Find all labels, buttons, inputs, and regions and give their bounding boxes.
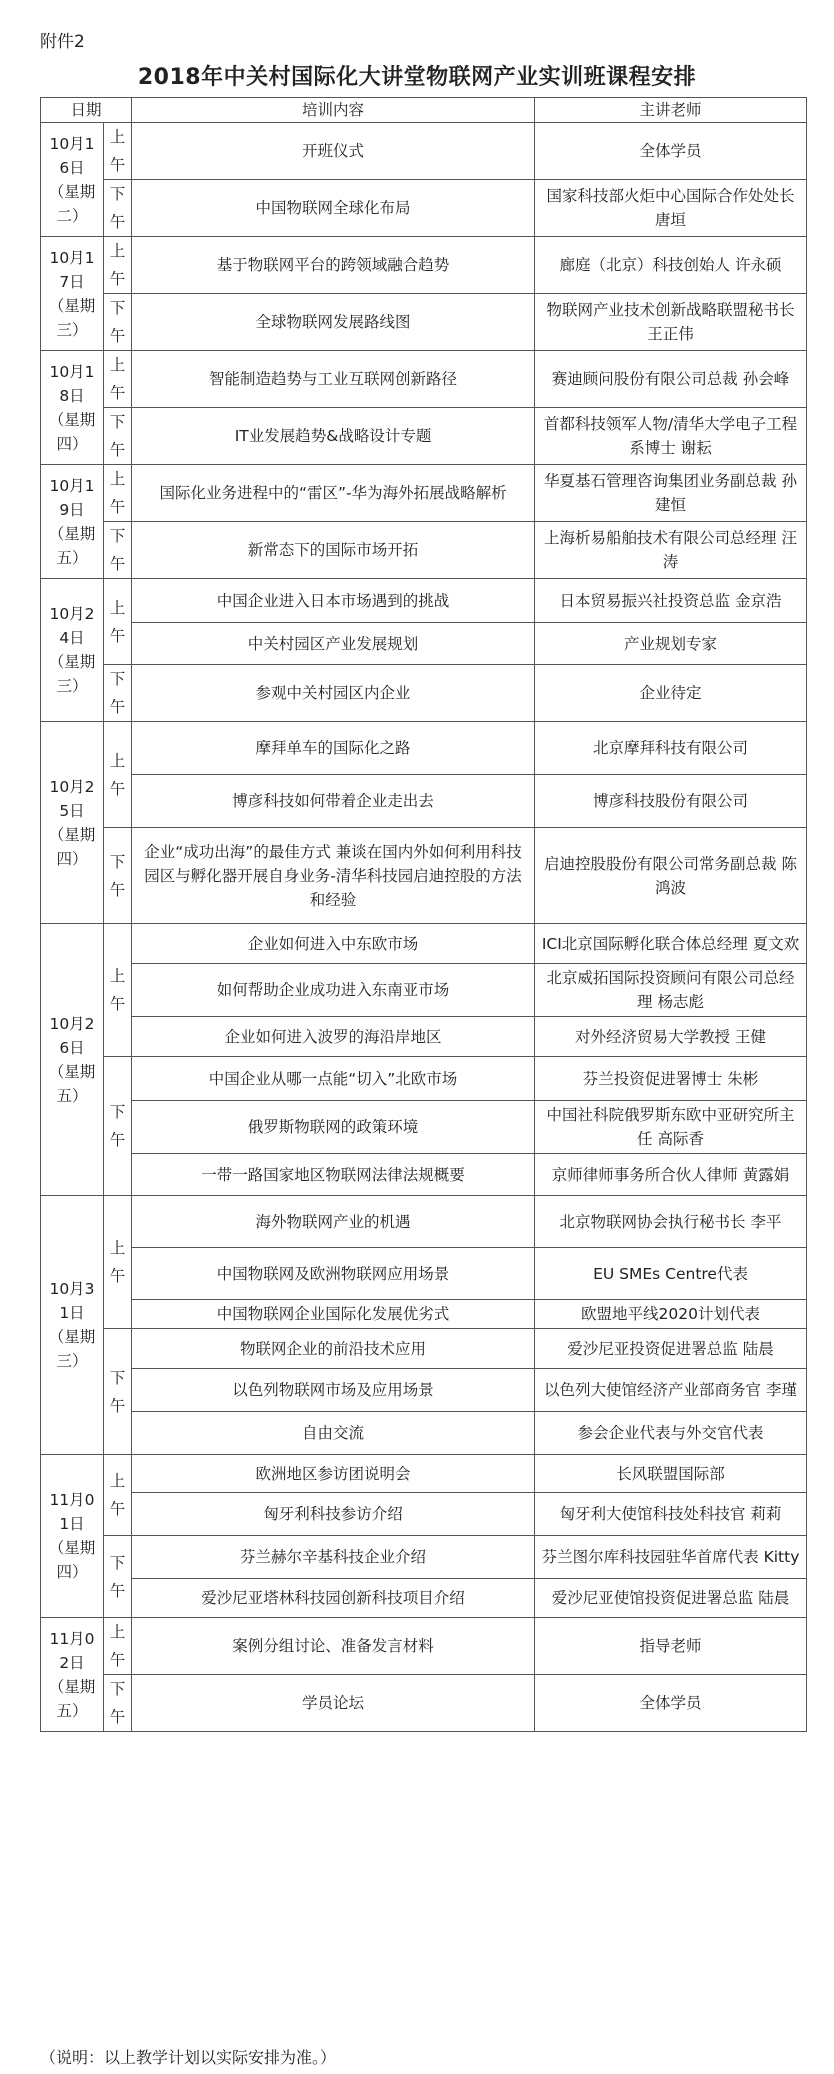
course-content: 中国企业从哪一点能“切入”北欧市场 (132, 1057, 535, 1101)
table-row (41, 1300, 807, 1329)
course-content: 芬兰赫尔辛基科技企业介绍 (132, 1536, 535, 1579)
course-teacher: 上海析易船舶技术有限公司总经理 汪涛 (535, 522, 807, 579)
course-teacher: 对外经济贸易大学教授 王健 (535, 1017, 807, 1057)
course-content: 欧洲地区参访团说明会 (132, 1455, 535, 1493)
course-teacher: EU SMEs Centre代表 (535, 1248, 807, 1300)
table-row (41, 722, 807, 775)
course-teacher: 廊庭（北京）科技创始人 许永硕 (535, 237, 807, 294)
course-content: 中国物联网全球化布局 (132, 180, 535, 237)
table-row (41, 1579, 807, 1618)
course-content: 中关村园区产业发展规划 (132, 623, 535, 665)
course-teacher: 芬兰图尔库科技园驻华首席代表 Kitty (535, 1536, 807, 1579)
period-cell: 下午 (104, 1329, 132, 1455)
course-content: 匈牙利科技参访介绍 (132, 1493, 535, 1536)
table-row (41, 1154, 807, 1196)
course-teacher: 北京威拓国际投资顾问有限公司总经理 杨志彪 (535, 964, 807, 1017)
table-row (41, 180, 807, 237)
date-cell: 10月25日（星期四） (41, 722, 104, 924)
course-teacher: 爱沙尼亚使馆投资促进署总监 陆晨 (535, 1579, 807, 1618)
table-row (41, 1196, 807, 1248)
date-cell: 10月24日（星期三） (41, 579, 104, 722)
course-teacher: 芬兰投资促进署博士 朱彬 (535, 1057, 807, 1101)
course-teacher: 日本贸易振兴社投资总监 金京浩 (535, 579, 807, 623)
date-cell: 10月17日（星期三） (41, 237, 104, 351)
period-cell: 下午 (104, 522, 132, 579)
period-cell: 下午 (104, 408, 132, 465)
course-teacher: 华夏基石管理咨询集团业务副总裁 孙建恒 (535, 465, 807, 522)
period-cell: 下午 (104, 1675, 132, 1732)
page-title: 2018年中关村国际化大讲堂物联网产业实训班课程安排 (137, 65, 697, 90)
table-row (41, 828, 807, 924)
table-row (41, 1412, 807, 1455)
course-teacher: 赛迪顾问股份有限公司总裁 孙会峰 (535, 351, 807, 408)
date-cell: 10月26日（星期五） (41, 924, 104, 1196)
period-cell: 上午 (104, 465, 132, 522)
course-content: 如何帮助企业成功进入东南亚市场 (132, 964, 535, 1017)
course-content: 摩拜单车的国际化之路 (132, 722, 535, 775)
table-row (41, 775, 807, 828)
course-teacher: 欧盟地平线2020计划代表 (535, 1300, 807, 1329)
period-cell: 上午 (104, 1196, 132, 1329)
table-row (41, 123, 807, 180)
course-teacher: 企业待定 (535, 665, 807, 722)
course-content: 国际化业务进程中的“雷区”-华为海外拓展战略解析 (132, 465, 535, 522)
course-content: 智能制造趋势与工业互联网创新路径 (132, 351, 535, 408)
header-date: 日期 (41, 98, 132, 123)
table-row (41, 1493, 807, 1536)
course-content: 博彦科技如何带着企业走出去 (132, 775, 535, 828)
period-cell: 下午 (104, 180, 132, 237)
course-content: 物联网企业的前沿技术应用 (132, 1329, 535, 1369)
course-teacher: 北京摩拜科技有限公司 (535, 722, 807, 775)
table-row (41, 1455, 807, 1493)
course-teacher: 全体学员 (535, 1675, 807, 1732)
course-content: 参观中关村园区内企业 (132, 665, 535, 722)
course-teacher: 首都科技领军人物/清华大学电子工程系博士 谢耘 (535, 408, 807, 465)
table-row (41, 1618, 807, 1675)
table-row (41, 1101, 807, 1154)
period-cell: 上午 (104, 351, 132, 408)
period-cell: 下午 (104, 828, 132, 924)
table-row (41, 408, 807, 465)
table-row (41, 924, 807, 964)
course-teacher: 北京物联网协会执行秘书长 李平 (535, 1196, 807, 1248)
table-row (41, 623, 807, 665)
table-row (41, 964, 807, 1017)
schedule-table (40, 97, 807, 1732)
course-content: 企业“成功出海”的最佳方式 兼谈在国内外如何利用科技园区与孵化器开展自身业务-清华科技园启迪控股的方法和经验 (132, 828, 535, 924)
period-cell: 上午 (104, 579, 132, 665)
course-teacher: 启迪控股股份有限公司常务副总裁 陈鸿波 (535, 828, 807, 924)
course-content: 一带一路国家地区物联网法律法规概要 (132, 1154, 535, 1196)
period-cell: 上午 (104, 1455, 132, 1536)
date-cell: 10月16日（星期二） (41, 123, 104, 237)
course-content: 中国企业进入日本市场遇到的挑战 (132, 579, 535, 623)
period-cell: 上午 (104, 237, 132, 294)
course-teacher: 参会企业代表与外交官代表 (535, 1412, 807, 1455)
course-content: 爱沙尼亚塔林科技园创新科技项目介绍 (132, 1579, 535, 1618)
table-row (41, 1536, 807, 1579)
date-cell: 10月31日（星期三） (41, 1196, 104, 1455)
date-cell: 10月19日（星期五） (41, 465, 104, 579)
course-content: 学员论坛 (132, 1675, 535, 1732)
course-content: 新常态下的国际市场开拓 (132, 522, 535, 579)
table-row (41, 237, 807, 294)
course-content: 以色列物联网市场及应用场景 (132, 1369, 535, 1412)
course-teacher: 以色列大使馆经济产业部商务官 李瑾 (535, 1369, 807, 1412)
period-cell: 下午 (104, 1057, 132, 1196)
course-teacher: 京师律师事务所合伙人律师 黄露娟 (535, 1154, 807, 1196)
course-content: 中国物联网企业国际化发展优劣式 (132, 1300, 535, 1329)
date-cell: 11月02日（星期五） (41, 1618, 104, 1732)
course-teacher: 国家科技部火炬中心国际合作处处长 唐垣 (535, 180, 807, 237)
table-row (41, 1675, 807, 1732)
attachment-label: 附件2 (40, 32, 85, 52)
table-row (41, 1369, 807, 1412)
table-row (41, 1017, 807, 1057)
course-teacher: 长风联盟国际部 (535, 1455, 807, 1493)
course-teacher: 博彦科技股份有限公司 (535, 775, 807, 828)
period-cell: 上午 (104, 1618, 132, 1675)
period-cell: 下午 (104, 665, 132, 722)
course-content: 自由交流 (132, 1412, 535, 1455)
course-content: IT业发展趋势&战略设计专题 (132, 408, 535, 465)
period-cell: 上午 (104, 722, 132, 828)
table-row (41, 351, 807, 408)
period-cell: 下午 (104, 294, 132, 351)
course-content: 海外物联网产业的机遇 (132, 1196, 535, 1248)
course-content: 案例分组讨论、准备发言材料 (132, 1618, 535, 1675)
course-teacher: 全体学员 (535, 123, 807, 180)
header-content: 培训内容 (132, 98, 535, 123)
table-row (41, 1057, 807, 1101)
table-row (41, 294, 807, 351)
table-row (41, 465, 807, 522)
course-teacher: 产业规划专家 (535, 623, 807, 665)
period-cell: 下午 (104, 1536, 132, 1618)
course-teacher: 中国社科院俄罗斯东欧中亚研究所主任 高际香 (535, 1101, 807, 1154)
course-teacher: 爱沙尼亚投资促进署总监 陆晨 (535, 1329, 807, 1369)
date-cell: 11月01日（星期四） (41, 1455, 104, 1618)
header-row (41, 98, 807, 123)
course-teacher: 指导老师 (535, 1618, 807, 1675)
course-content: 基于物联网平台的跨领域融合趋势 (132, 237, 535, 294)
period-cell: 上午 (104, 924, 132, 1057)
table-row (41, 1329, 807, 1369)
course-content: 中国物联网及欧洲物联网应用场景 (132, 1248, 535, 1300)
course-teacher: 物联网产业技术创新战略联盟秘书长 王正伟 (535, 294, 807, 351)
course-content: 企业如何进入波罗的海沿岸地区 (132, 1017, 535, 1057)
footnote: （说明：以上教学计划以实际安排为准。） (40, 2048, 337, 2067)
course-content: 开班仪式 (132, 123, 535, 180)
table-row (41, 1248, 807, 1300)
date-cell: 10月18日（星期四） (41, 351, 104, 465)
header-teacher: 主讲老师 (535, 98, 807, 123)
table-row (41, 665, 807, 722)
course-content: 全球物联网发展路线图 (132, 294, 535, 351)
table-row (41, 579, 807, 623)
period-cell: 上午 (104, 123, 132, 180)
table-row (41, 522, 807, 579)
course-content: 企业如何进入中东欧市场 (132, 924, 535, 964)
course-teacher: 匈牙利大使馆科技处科技官 莉莉 (535, 1493, 807, 1536)
course-teacher: ICI北京国际孵化联合体总经理 夏文欢 (535, 924, 807, 964)
course-content: 俄罗斯物联网的政策环境 (132, 1101, 535, 1154)
